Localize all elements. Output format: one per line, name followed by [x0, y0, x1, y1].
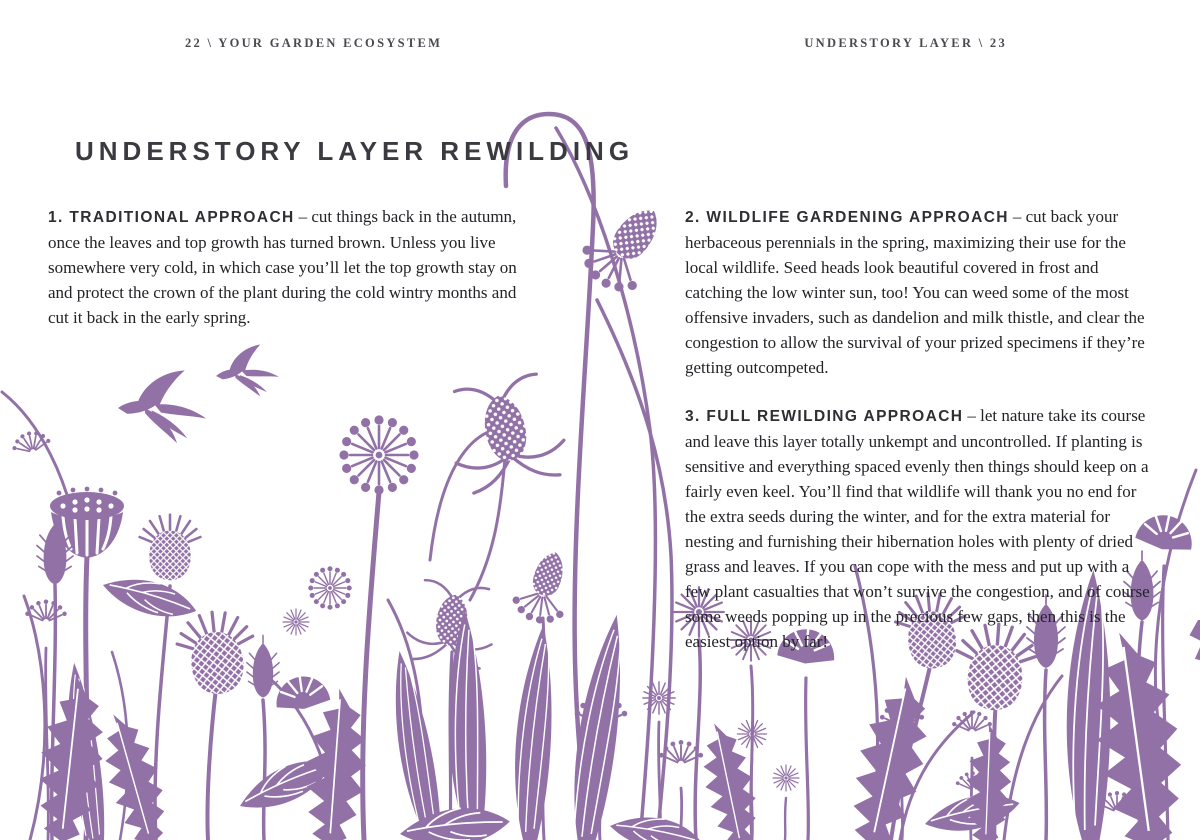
section-label: 1. TRADITIONAL APPROACH [48, 209, 295, 226]
leaf-illustration [99, 567, 201, 628]
dandelion-clock-illustration [283, 609, 309, 635]
right-column [685, 204, 1158, 677]
page-title: UNDERSTORY LAYER REWILDING [75, 136, 635, 167]
section-text: – let nature take its course and leave this layer totally unkempt and uncontrolled. If planting is sensitive and everything spaced evenly then things should keep on a fairly even keel. You’ll find that wildlife will thank you no end for the extra seeds during the winter, and for the extra material for nesting and furnishing their hibernation holes with plenty of dried grass and leaves. If you can cope with the mess and put up with a few plant casualties that won’t survive the congestion, and of course some weeds popping up in the precious few gaps, then this is the easiest option by far! [685, 406, 1150, 651]
dandelion-clock-illustration [643, 682, 675, 714]
seed-pod-illustration [506, 544, 582, 631]
left-column [48, 204, 521, 353]
dandelion-clock-illustration [737, 719, 766, 748]
teasel-illustration [442, 371, 571, 495]
seed-pod-illustration [570, 189, 682, 304]
dandelion-leaf-illustration [839, 670, 943, 840]
fan-flower-illustration [273, 671, 331, 712]
dandelion-leaf-illustration [93, 707, 175, 840]
thistle-illustration [174, 608, 258, 697]
grass-spike-illustration [247, 635, 279, 697]
umbel-illustration [9, 427, 53, 456]
dandelion-leaf-illustration [1175, 605, 1200, 763]
section-paragraph [685, 204, 1158, 380]
dandelion-clock-illustration [773, 765, 799, 791]
allium-seed-head-illustration [339, 415, 418, 494]
running-head-left: 22 \ YOUR GARDEN ECOSYSTEM [185, 36, 443, 50]
strap-leaf-illustration [558, 612, 638, 840]
strap-leaf-illustration [505, 623, 564, 840]
section-paragraph [685, 403, 1158, 654]
umbel-illustration [951, 710, 992, 732]
allium-seed-head-illustration [308, 566, 352, 610]
thistle-illustration [140, 515, 201, 581]
section-paragraph [48, 204, 521, 330]
section-text: – cut back your herbaceous perennials in the spring, maximizing their use for the local wildlife. Seed heads look beautiful covered in frost and catching the low winter sun, too! You can weed some of the most offensive invaders, such as dandelion and milk thistle, and clear the congestion to allow the survival of your prized specimens if they’re getting outcompeted. [685, 207, 1145, 377]
swallow-illustration [115, 364, 211, 446]
section-label: 3. FULL REWILDING APPROACH [685, 408, 964, 425]
section-text: – cut things back in the autumn, once the leaves and top growth has turned brown. Unless you live somewhere very cold, in which case you’ll let the top growth stay on and protect the crown of the plant during the cold wintry months and cut it back in the early spring. [48, 207, 517, 327]
section-label: 2. WILDLIFE GARDENING APPROACH [685, 209, 1009, 226]
leaf-illustration [607, 808, 703, 840]
running-head-right: UNDERSTORY LAYER \ 23 [804, 36, 1007, 50]
